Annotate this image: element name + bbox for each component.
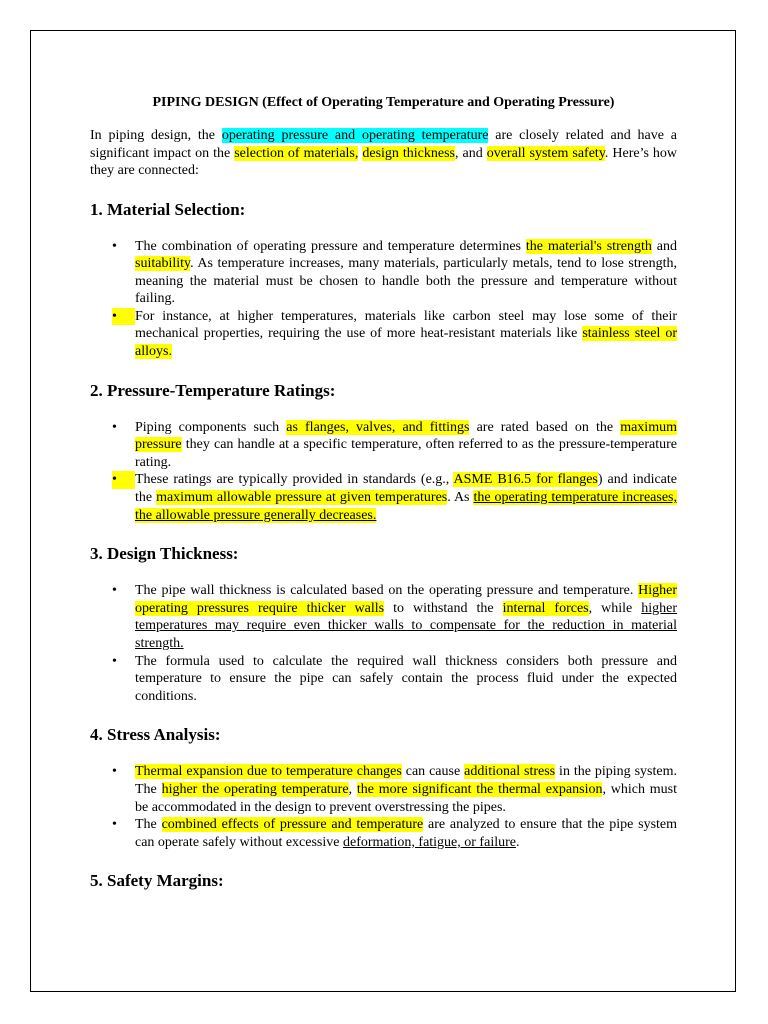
highlight-yellow: maximum pressure (135, 419, 677, 453)
intro-text: . Here’s how they are connected: (90, 145, 678, 178)
highlight-yellow: internal forces (502, 600, 589, 616)
item-text: they can handle at a specific temperature, often referred to as the pressure-temperature rating. (135, 437, 677, 470)
intro-text: , and (455, 145, 487, 161)
bullet-icon: • (112, 238, 117, 254)
item-text: The combination of operating pressure and temperature determines (135, 238, 526, 254)
section-heading-safety-margins: 5. Safety Margins: (90, 871, 224, 891)
highlight-yellow: Higher operating pressures require thicker walls (135, 583, 677, 616)
highlight-yellow-underlined: the operating temperature increases, the allowable pressure generally decreases. (135, 490, 677, 523)
bullet-list (90, 238, 677, 361)
highlight-cyan: operating pressure and operating temperature (221, 128, 489, 143)
item-text: , which must be accommodated in the design to prevent overstressing the pipes. (135, 781, 678, 815)
section-heading-design-thickness: 3. Design Thickness: (90, 544, 239, 564)
document-body (90, 94, 677, 891)
item-text: are rated based on the (469, 419, 621, 435)
item-text: ) and indicate the (135, 472, 677, 506)
list-item (90, 471, 677, 524)
item-text: and (651, 238, 677, 254)
highlight-yellow: Thermal expansion due to temperature changes (135, 764, 402, 780)
item-text: These ratings are typically provided in standards (e.g., (135, 472, 454, 488)
highlight-yellow: ASME B16.5 for flanges (453, 472, 598, 488)
bullet-icon: • (112, 583, 117, 599)
section-heading-pressure-temperature-ratings: 2. Pressure-Temperature Ratings: (90, 380, 336, 400)
document-title: PIPING DESIGN (Effect of Operating Temperature and Operating Pressure) (152, 95, 615, 110)
item-text: . (515, 834, 520, 850)
bullet-icon: • (112, 419, 117, 435)
highlight-yellow: combined effects of pressure and temperature (161, 817, 424, 833)
highlight-yellow: design thickness (362, 145, 456, 161)
list-item (90, 308, 677, 361)
highlight-yellow: maximum allowable pressure at given temperatures (156, 490, 448, 506)
item-text: are analyzed to ensure that the pipe system can operate safely without excessive (135, 817, 678, 850)
list-item (90, 763, 677, 816)
list-item (90, 653, 677, 706)
intro-text: are closely related and have a significant impact on the (90, 128, 677, 161)
highlight-yellow: selection of materials, (234, 145, 359, 161)
highlight-yellow: additional stress (464, 764, 556, 780)
item-text: can cause (401, 764, 465, 780)
item-text: , while (588, 600, 642, 616)
highlight-yellow: as flanges, valves, and fittings (286, 419, 470, 435)
section-heading-material-selection: 1. Material Selection: (90, 199, 246, 219)
intro-paragraph (90, 127, 677, 180)
underlined-text: deformation, fatigue, or failure (342, 834, 516, 850)
item-text: The formula used to calculate the required wall thickness considers both pressure and temperature to ensure the pipe can safely contain the process fluid under the expected conditions. (135, 653, 677, 704)
list-item (90, 816, 677, 851)
bullet-icon: • (112, 817, 117, 833)
highlight-yellow: higher the operating temperature (161, 781, 349, 797)
highlight-yellow: the material's strength (525, 238, 652, 254)
item-text: to withstand the (384, 600, 503, 616)
bullet-icon: • (112, 308, 135, 326)
list-item (90, 419, 677, 472)
highlight-yellow: overall system safety (486, 145, 605, 161)
item-text: For instance, at higher temperatures, materials like carbon steel may lose some of their mechanical properties, requiring the use of more heat-resistant materials like (135, 308, 677, 342)
bullet-icon: • (112, 764, 117, 780)
bullet-icon: • (112, 471, 135, 489)
list-item (90, 238, 677, 308)
section-heading-stress-analysis: 4. Stress Analysis: (90, 725, 221, 745)
item-text: The pipe wall thickness is calculated based on the operating pressure and temperature. (135, 583, 639, 599)
bullet-list (90, 582, 677, 705)
highlight-yellow: stainless steel or alloys. (135, 326, 677, 360)
list-item (90, 582, 677, 652)
item-text: . As temperature increases, many materials, particularly metals, tend to lose strength, meaning the material must be chosen to handle both the pressure and temperature without failing. (135, 256, 677, 307)
underlined-text: higher temperatures may require even thicker walls to compensate for the reduction in material strength. (135, 600, 678, 651)
bullet-list (90, 763, 677, 851)
bullet-list (90, 419, 677, 525)
item-text: The (135, 817, 162, 833)
item-text: in the piping system. The (135, 764, 677, 797)
item-text: , (348, 781, 357, 797)
item-text: Piping components such (135, 419, 287, 435)
bullet-icon: • (112, 653, 117, 669)
highlight-yellow: suitability (135, 256, 191, 272)
item-text: . As (447, 490, 474, 506)
highlight-yellow: the more significant the thermal expansion (356, 781, 603, 797)
intro-text: In piping design, the (90, 128, 222, 143)
